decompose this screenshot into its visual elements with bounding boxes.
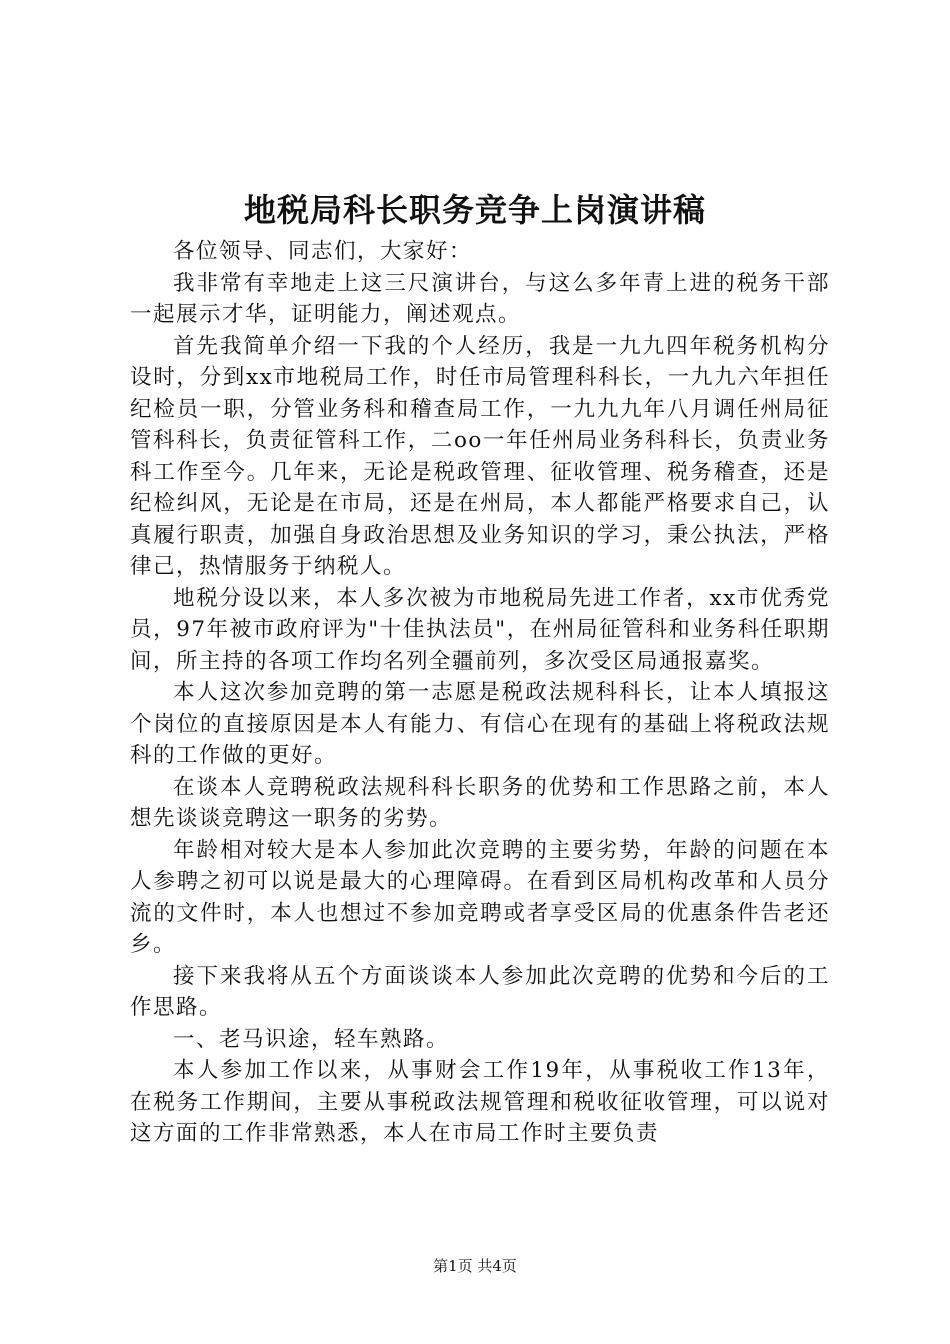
document-title: 地税局科长职务竞争上岗演讲稿 xyxy=(243,191,706,229)
paragraph: 首先我简单介绍一下我的个人经历，我是一九九四年税务机构分设时，分到xx市地税局工作，时任市局管理科科长，一九九六年担任纪检员一职，分管业务科和稽查局工作，一九九九年八月调任州局征管科科长，负责征管科工作，二oo一年任州局业务科科长，负责业务科工作至今。几年来，无论是税政管理、征收管理、税务稽查，还是纪检纠风，无论是在市局，还是在州局，本人都能严格要求自己，认真履行职责，加强自身政治思想及业务知识的学习，秉公执法，严格律己，热情服务于纳税人。 xyxy=(130,333,830,579)
paragraph: 接下来我将从五个方面谈谈本人参加此次竞聘的优势和今后的工作思路。 xyxy=(130,963,830,1020)
page-number-footer: 第1页 共4页 xyxy=(433,1257,517,1275)
paragraph: 我非常有幸地走上这三尺演讲台，与这么多年青上进的税务干部一起展示才华，证明能力，阐述观点。 xyxy=(130,270,830,327)
section-heading: 一、老马识途，轻车熟路。 xyxy=(173,1026,450,1052)
document-body xyxy=(130,236,830,1150)
paragraph-greeting: 各位领导、同志们，大家好： xyxy=(173,239,473,264)
paragraph: 本人参加工作以来，从事财会工作19年，从事税收工作13年，在税务工作期间，主要从事税政法规管理和税收征收管理，可以说对这方面的工作非常熟悉，本人在市局工作时主要负责 xyxy=(130,1058,830,1146)
paragraph: 年龄相对较大是本人参加此次竞聘的主要劣势，年龄的问题在本人参聘之初可以说是最大的心理障碍。在看到区局机构改革和人员分流的文件时，本人也想过不参加竞聘或者享受区局的优惠条件告老还乡。 xyxy=(130,837,830,957)
paragraph: 本人这次参加竞聘的第一志愿是税政法规科科长，让本人填报这个岗位的直接原因是本人有能力、有信心在现有的基础上将税政法规科的工作做的更好。 xyxy=(130,680,830,768)
paragraph: 在谈本人竞聘税政法规科科长职务的优势和工作思路之前，本人想先谈谈竞聘这一职务的劣势。 xyxy=(130,774,830,831)
paragraph: 地税分设以来，本人多次被为市地税局先进工作者，xx市优秀党员，97年被市政府评为"十佳执法员"，在州局征管科和业务科任职期间，所主持的各项工作均名列全疆前列，多次受区局通报嘉奖。 xyxy=(130,585,830,674)
